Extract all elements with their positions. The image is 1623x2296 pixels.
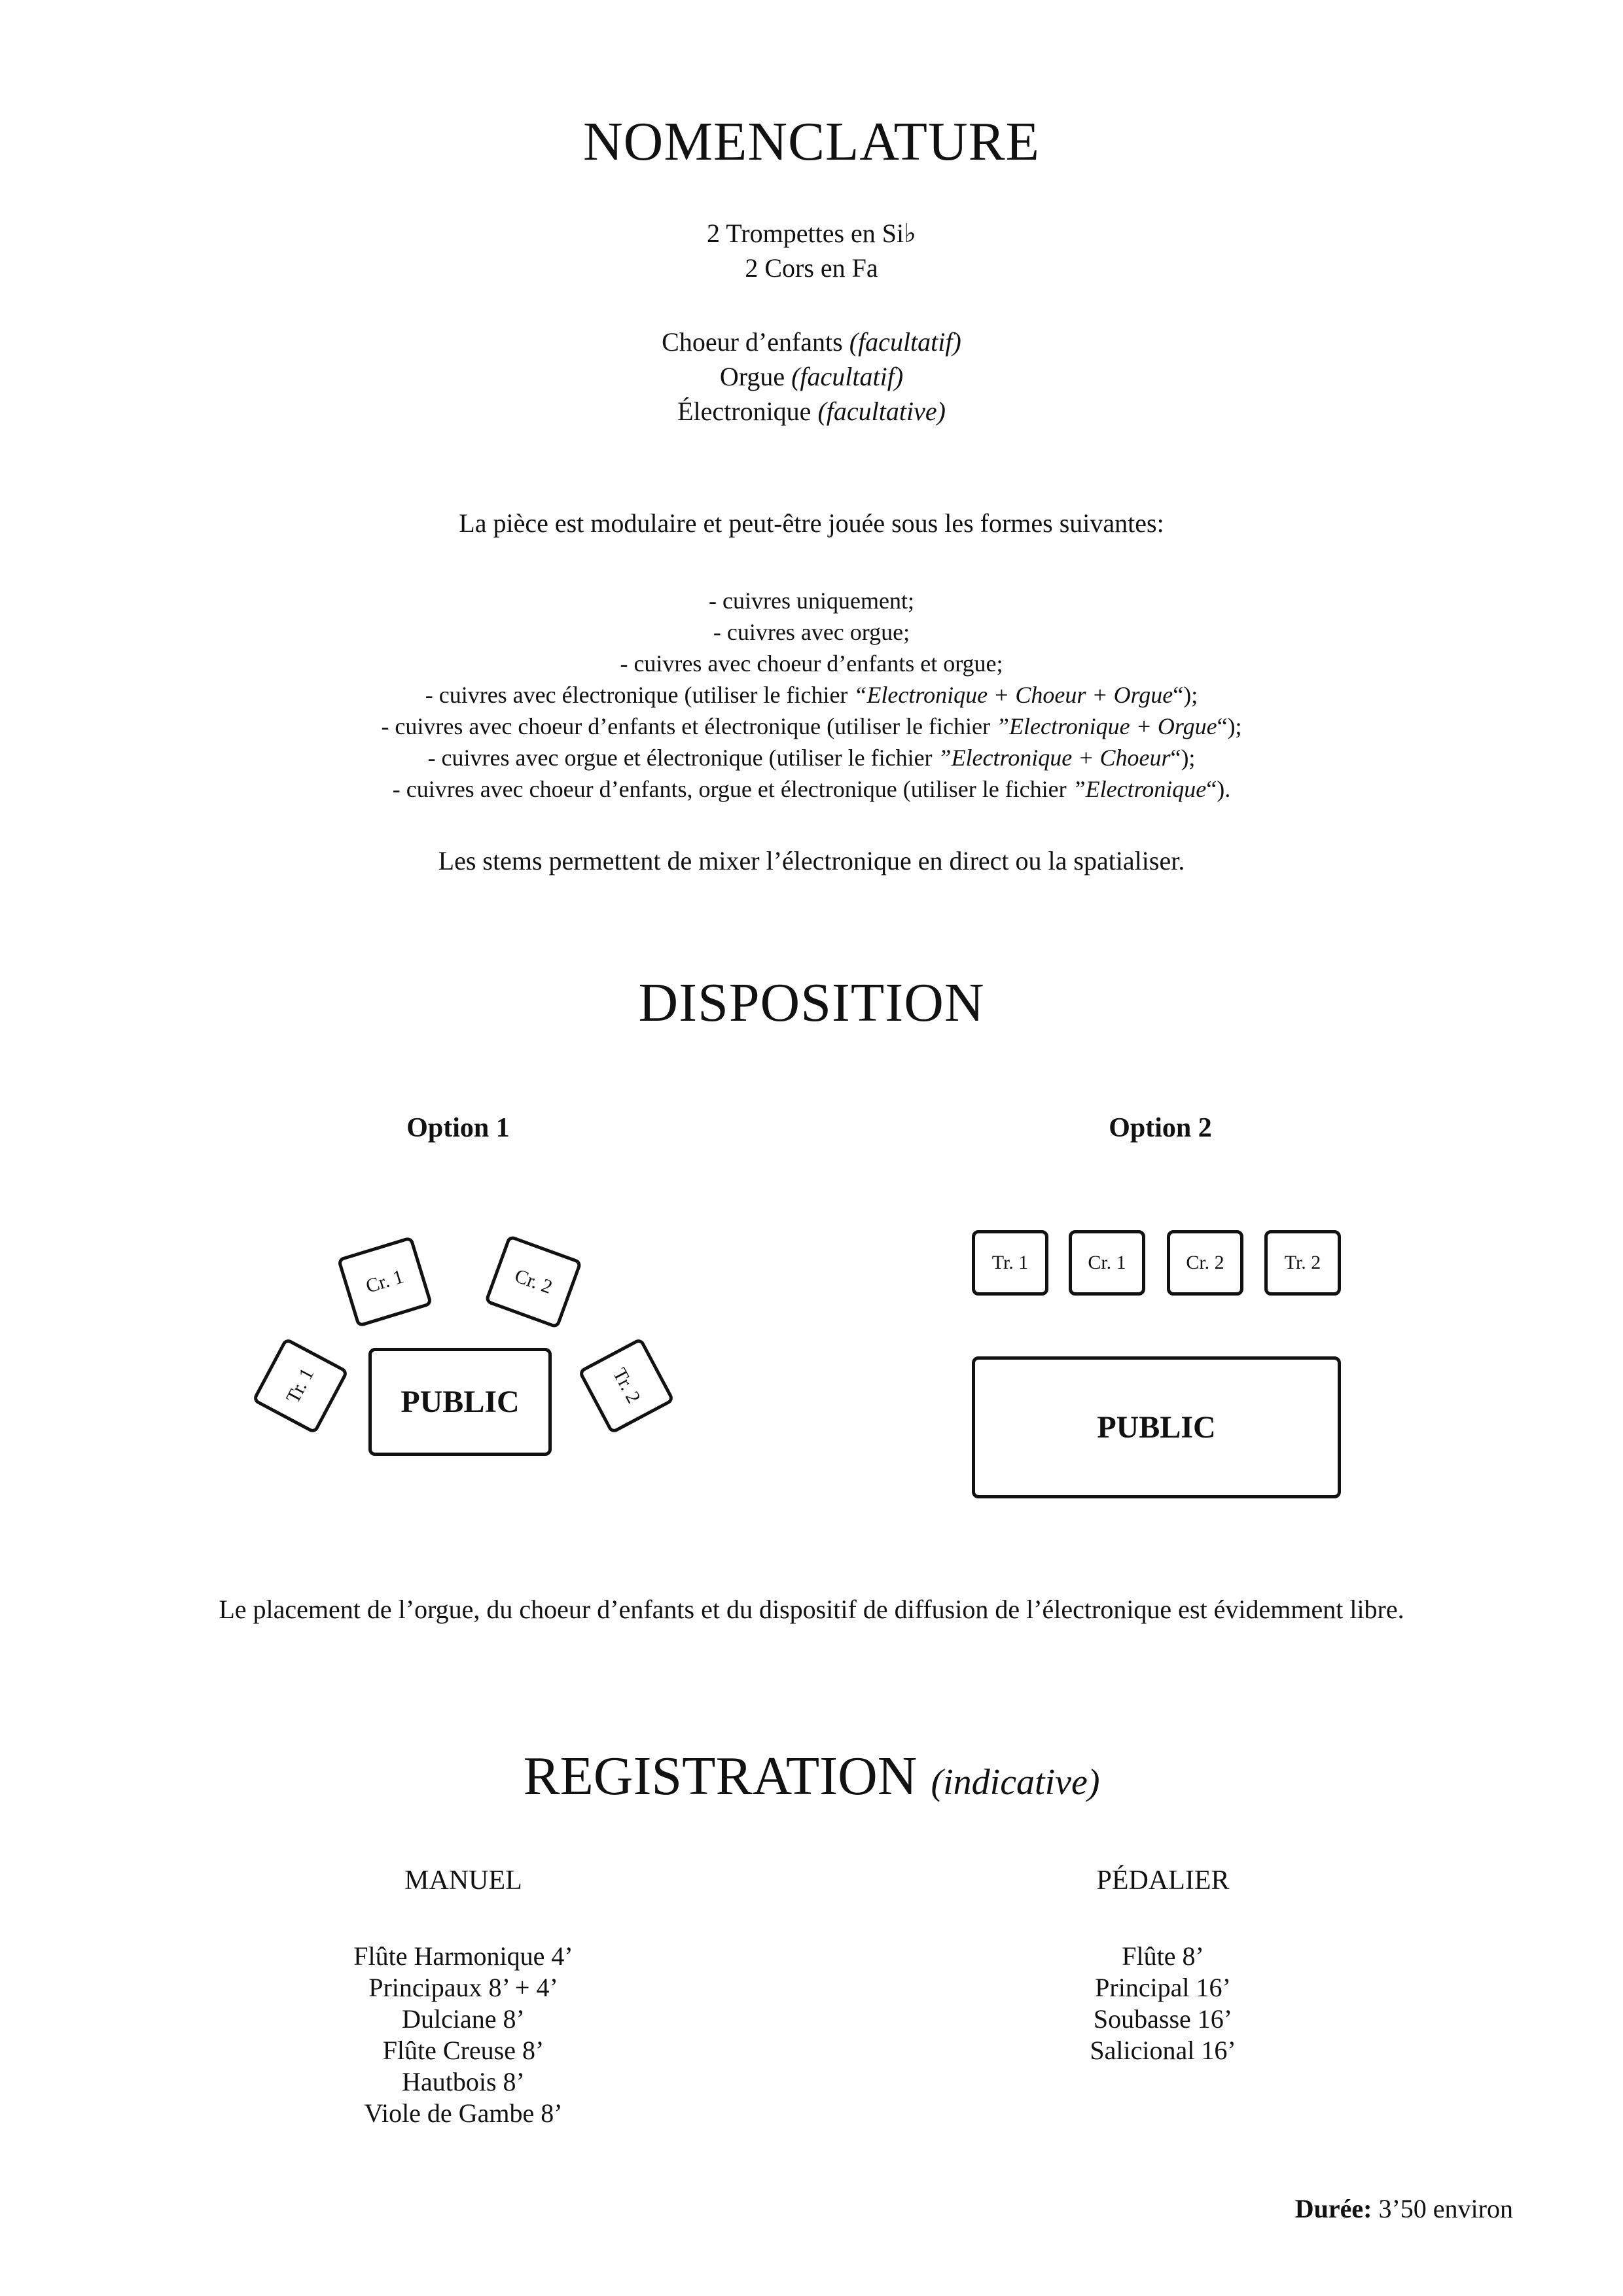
registration-subtitle: (indicative) (931, 1762, 1100, 1803)
stems-note: Les stems permettent de mixer l’électronique en direct ou la spatialiser. (438, 846, 1185, 875)
duration-label: Durée: (1294, 2194, 1372, 2223)
form-item: - cuivres avec électronique (utiliser le fichier “Electronique + Choeur + Orgue“); (425, 682, 1198, 708)
form-item: - cuivres avec choeur d’enfants et électronique (utiliser le fichier ”Electronique + Orgue“); (381, 713, 1242, 739)
duration (1295, 2193, 1513, 2224)
stop-item: Viole de Gambe 8’ (364, 2098, 563, 2128)
instrument-trumpets: 2 Trompettes en Si♭ (706, 219, 917, 248)
form-item: - cuivres avec choeur d’enfants et orgue; (620, 650, 1003, 677)
seat-tr1: Tr. 1 (972, 1230, 1048, 1296)
form-item: - cuivres avec orgue; (713, 619, 910, 645)
form-item: - cuivres avec choeur d’enfants, orgue et électronique (utiliser le fichier ”Electronique“). (392, 776, 1231, 802)
stop-item: Soubasse 16’ (1093, 2004, 1233, 2034)
seat-cr2: Cr. 2 (484, 1235, 582, 1329)
duration-value: 3’50 environ (1378, 2194, 1513, 2223)
manuel-heading: MANUEL (404, 1865, 522, 1896)
option2-label: Option 2 (1109, 1113, 1212, 1143)
stop-item: Flûte Creuse 8’ (382, 2036, 544, 2065)
optional-electronics: Électronique (facultative) (677, 397, 946, 426)
public-area: PUBLIC (972, 1356, 1341, 1498)
forms-list (0, 585, 1623, 805)
pedalier-column (934, 1865, 1392, 2066)
stop-item: Flûte 8’ (1122, 1941, 1204, 1971)
stop-item: Flûte Harmonique 4’ (353, 1941, 573, 1971)
stop-item: Principaux 8’ + 4’ (368, 1973, 558, 2002)
pedalier-stops (934, 1941, 1392, 2066)
stop-item: Salicional 16’ (1090, 2036, 1236, 2065)
seat-tr2: Tr. 2 (1264, 1230, 1341, 1296)
seat-tr1: Tr. 1 (252, 1337, 349, 1435)
public-area: PUBLIC (368, 1348, 552, 1456)
seat-tr2: Tr. 2 (578, 1337, 675, 1435)
pedalier-heading: PÉDALIER (1096, 1865, 1230, 1896)
form-item: - cuivres uniquement; (709, 588, 914, 614)
disposition-title: DISPOSITION (638, 972, 985, 1033)
manuel-column (234, 1865, 692, 2129)
seat-cr2: Cr. 2 (1167, 1230, 1243, 1296)
stop-item: Hautbois 8’ (402, 2067, 525, 2096)
stop-item: Principal 16’ (1095, 1973, 1231, 2002)
instrument-horns: 2 Cors en Fa (745, 253, 878, 283)
optional-choir: Choeur d’enfants (facultatif) (662, 327, 961, 357)
form-item: - cuivres avec orgue et électronique (utiliser le fichier ”Electronique + Choeur“); (427, 745, 1196, 771)
manuel-stops (234, 1941, 692, 2129)
stop-item: Dulciane 8’ (402, 2004, 525, 2034)
seat-cr1: Cr. 1 (1069, 1230, 1145, 1296)
placement-note: Le placement de l’orgue, du choeur d’enfants et du dispositif de diffusion de l’électronique est évidemment libre. (219, 1595, 1404, 1624)
optional-list (0, 325, 1623, 429)
seat-cr1: Cr. 1 (337, 1236, 433, 1328)
registration-title: REGISTRATION (523, 1746, 918, 1807)
registration-heading (0, 1744, 1623, 1808)
nomenclature-title: NOMENCLATURE (583, 111, 1040, 172)
option1-label: Option 1 (406, 1113, 510, 1143)
modular-intro: La pièce est modulaire et peut-être jouée sous les formes suivantes: (459, 508, 1164, 538)
optional-organ: Orgue (facultatif) (719, 362, 904, 391)
instrument-list (0, 216, 1623, 285)
